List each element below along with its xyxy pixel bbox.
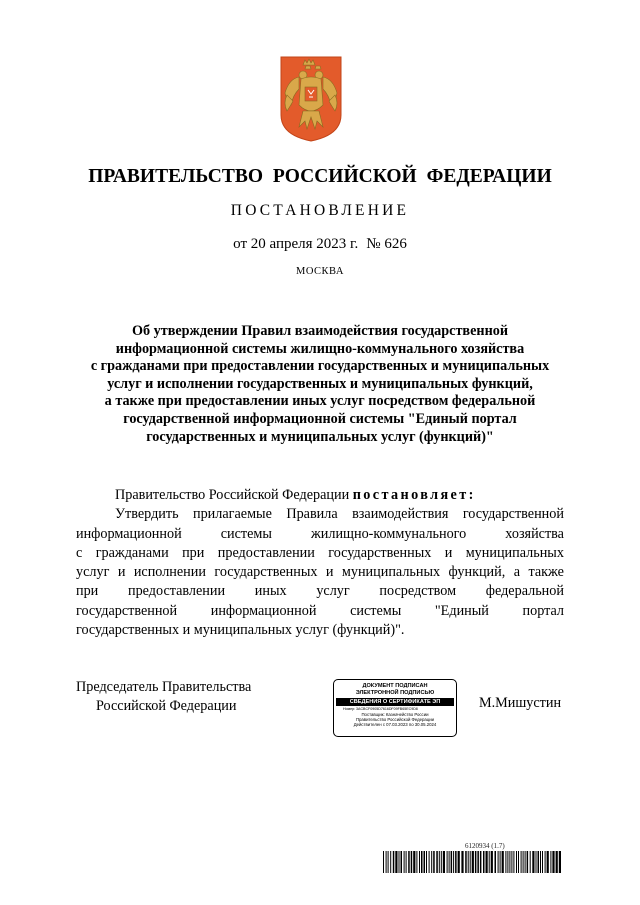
stamp-owner: Правительство Российской Федерации [355, 717, 435, 723]
body-word: и [444, 544, 453, 561]
body-line [76, 525, 564, 544]
body-word: государственных [214, 564, 318, 581]
body-word: "Единый [434, 602, 489, 619]
stamp-serial: Номер: 3ACBCF0905D7616DF09FB65EC9D8 [343, 707, 418, 711]
document-body [76, 486, 564, 640]
subject-line: государственных и муниципальных услуг (функций)" [146, 428, 494, 445]
barcode-icon [383, 851, 561, 873]
body-intro-text: Правительство Российской Федерации [115, 487, 350, 503]
signer-position-line: Председатель Правительства [76, 679, 252, 695]
body-word: муниципальных [465, 544, 564, 561]
body-word: государственной [462, 506, 564, 523]
body-word: услуг [316, 583, 350, 600]
document-date-line [0, 236, 640, 253]
body-line: государственных и муниципальных услуг (функций)". [76, 622, 405, 639]
body-word: услуг [76, 564, 110, 581]
barcode-number: 6120934 (1.7) [465, 842, 505, 850]
body-word: жилищно-коммунального [310, 525, 467, 542]
signer-position [76, 678, 251, 716]
stamp-title: ДОКУМЕНТ ПОДПИСАН [362, 683, 428, 689]
subject-line: а также при предоставлении иных услуг посредством федеральной [104, 393, 536, 410]
body-word: при [76, 583, 99, 600]
body-word: системы [220, 525, 272, 542]
signer-position-line: Российской Федерации [96, 698, 237, 714]
subject-line: услуг и исполнении государственных и муниципальных функций, [107, 375, 533, 392]
body-word: функций, [448, 564, 506, 581]
body-word: при [182, 544, 205, 561]
stamp-subtitle: ЭЛЕКТРОННОЙ ПОДПИСЬЮ [355, 690, 435, 696]
subject-line: Об утверждении Правил взаимодействия государственной [131, 323, 509, 339]
subject-line: государственной информационной системы "Единый портал [123, 410, 517, 427]
stamp-issuer: Поставщик: Казначейство России [361, 712, 429, 717]
body-word: хозяйства [505, 525, 564, 542]
government-name: ПРАВИТЕЛЬСТВО РОССИЙСКОЙ ФЕДЕРАЦИИ [88, 166, 552, 187]
stamp-certificate-header: СВЕДЕНИЯ О СЕРТИФИКАТЕ ЭП [336, 698, 454, 706]
body-word: предоставлении [217, 544, 315, 561]
body-word: иных [254, 583, 287, 600]
signer-name: М.Мишустин [479, 695, 562, 711]
body-line [76, 544, 564, 563]
subject-line: информационной системы жилищно-коммунального хозяйства [115, 340, 525, 357]
body-word: федеральной [485, 583, 564, 600]
body-line [76, 563, 564, 582]
body-word: посредством [379, 583, 457, 600]
body-word: портал [522, 602, 564, 619]
body-line [76, 602, 564, 621]
body-word: информационной [210, 602, 317, 619]
body-word: государственной [76, 602, 178, 619]
body-word: и [117, 564, 126, 581]
body-word: а [513, 564, 521, 581]
body-word: государственных [328, 544, 432, 561]
body-word: также [528, 564, 564, 581]
subject-line: с гражданами при предоставлении государственных и муниципальных [90, 358, 550, 375]
russian-coat-of-arms-icon [279, 55, 343, 142]
body-word: гражданами [95, 544, 169, 561]
body-word: Правила [286, 506, 338, 523]
stamp-validity: Действителен с 07.03.2023 по 30.05.2024 [353, 722, 437, 728]
body-word: информационной [76, 525, 182, 542]
electronic-signature-stamp [333, 679, 457, 737]
body-word: прилагаемые [193, 506, 272, 523]
body-decree-word: постановляет: [352, 487, 476, 503]
body-word: предоставлении [127, 583, 226, 600]
document-subject [60, 323, 580, 446]
document-date: от 20 апреля 2023 г. [233, 236, 359, 252]
body-line [76, 582, 564, 601]
body-word: муниципальных [341, 564, 441, 581]
body-word: взаимодействия [352, 506, 449, 523]
body-line [76, 505, 564, 524]
document-city: МОСКВА [296, 266, 344, 277]
body-word: с [76, 544, 83, 561]
body-word: и [325, 564, 334, 581]
body-word: Утвердить [115, 506, 179, 523]
body-word: исполнении [133, 564, 206, 581]
document-number: № 626 [366, 236, 407, 252]
body-word: системы [350, 602, 402, 619]
document-type: ПОСТАНОВЛЕНИЕ [230, 202, 410, 219]
body-intro [76, 486, 564, 505]
